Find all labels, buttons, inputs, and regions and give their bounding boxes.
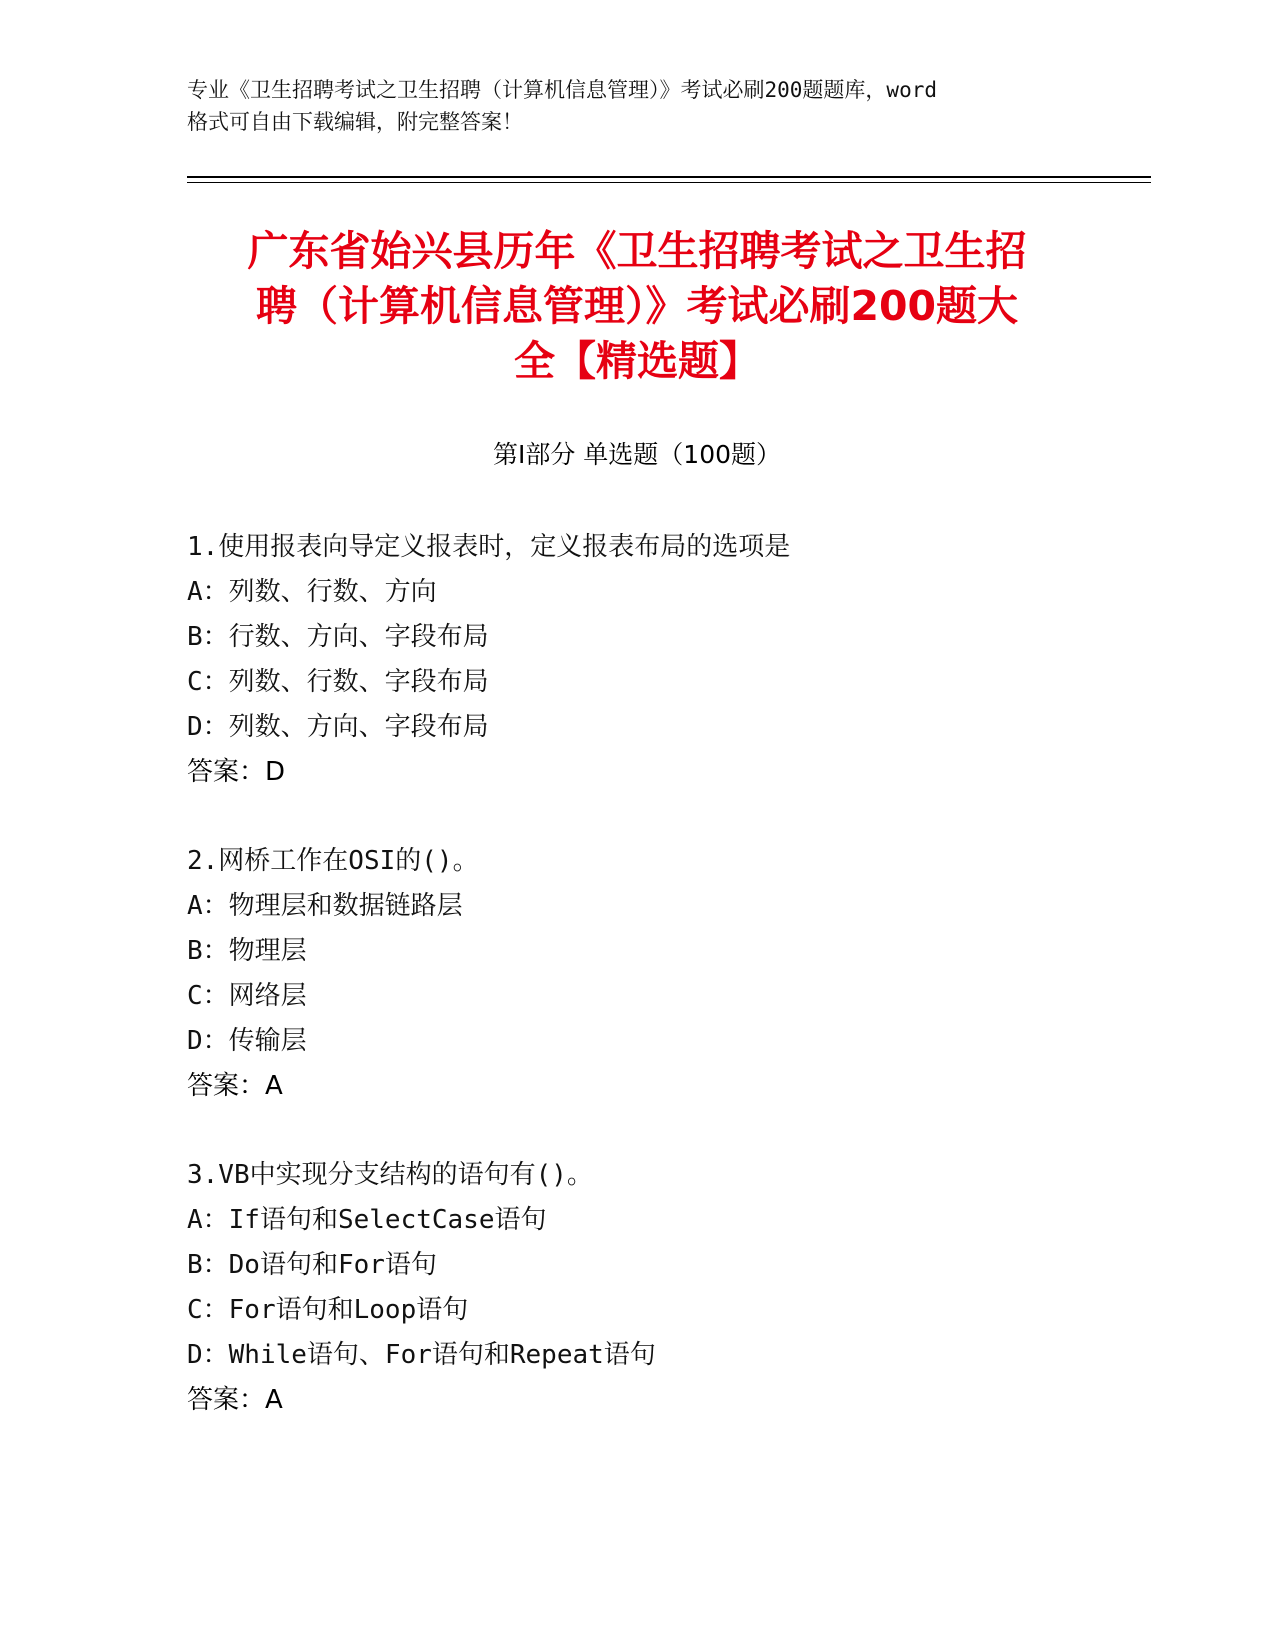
option-b: B：物理层 xyxy=(187,936,307,966)
title-line: 广东省始兴县历年《卫生招聘考试之卫生招 xyxy=(247,227,1027,275)
section-heading: 第Ⅰ部分 单选题（100题） xyxy=(492,440,782,469)
question-list xyxy=(187,525,1127,1467)
question-stem: 2.网桥工作在OSI的()。 xyxy=(187,846,479,876)
option-c: C：For语句和Loop语句 xyxy=(187,1295,469,1325)
title-line: 全【精选题】 xyxy=(514,337,760,385)
option-d: D：列数、方向、字段布局 xyxy=(187,712,489,742)
option-a: A：物理层和数据链路层 xyxy=(187,891,463,921)
header-divider xyxy=(187,176,1151,178)
option-a: A：列数、行数、方向 xyxy=(187,577,437,607)
option-a: A：If语句和SelectCase语句 xyxy=(187,1205,547,1235)
header-divider-thin xyxy=(187,182,1151,183)
header-note-line: 格式可自由下载编辑，附完整答案！ xyxy=(187,110,523,134)
question-1 xyxy=(187,525,1127,795)
option-d: D：While语句、For语句和Repeat语句 xyxy=(187,1340,656,1370)
question-stem: 3.VB中实现分支结构的语句有()。 xyxy=(187,1160,593,1190)
option-b: B：行数、方向、字段布局 xyxy=(187,622,489,652)
option-b: B：Do语句和For语句 xyxy=(187,1250,437,1280)
option-d: D：传输层 xyxy=(187,1026,307,1056)
header-note xyxy=(187,74,1117,138)
title-line: 聘（计算机信息管理）》考试必刷200题大 xyxy=(255,282,1019,330)
answer: 答案：D xyxy=(187,757,286,787)
header-note-line: 专业《卫生招聘考试之卫生招聘（计算机信息管理）》考试必刷200题题库，word xyxy=(187,78,937,102)
question-stem: 1.使用报表向导定义报表时，定义报表布局的选项是 xyxy=(187,532,791,562)
question-2 xyxy=(187,839,1127,1109)
answer: 答案：A xyxy=(187,1385,283,1415)
option-c: C：列数、行数、字段布局 xyxy=(187,667,489,697)
document-title xyxy=(187,224,1087,389)
answer: 答案：A xyxy=(187,1071,283,1101)
question-3 xyxy=(187,1153,1127,1423)
option-c: C：网络层 xyxy=(187,981,307,1011)
